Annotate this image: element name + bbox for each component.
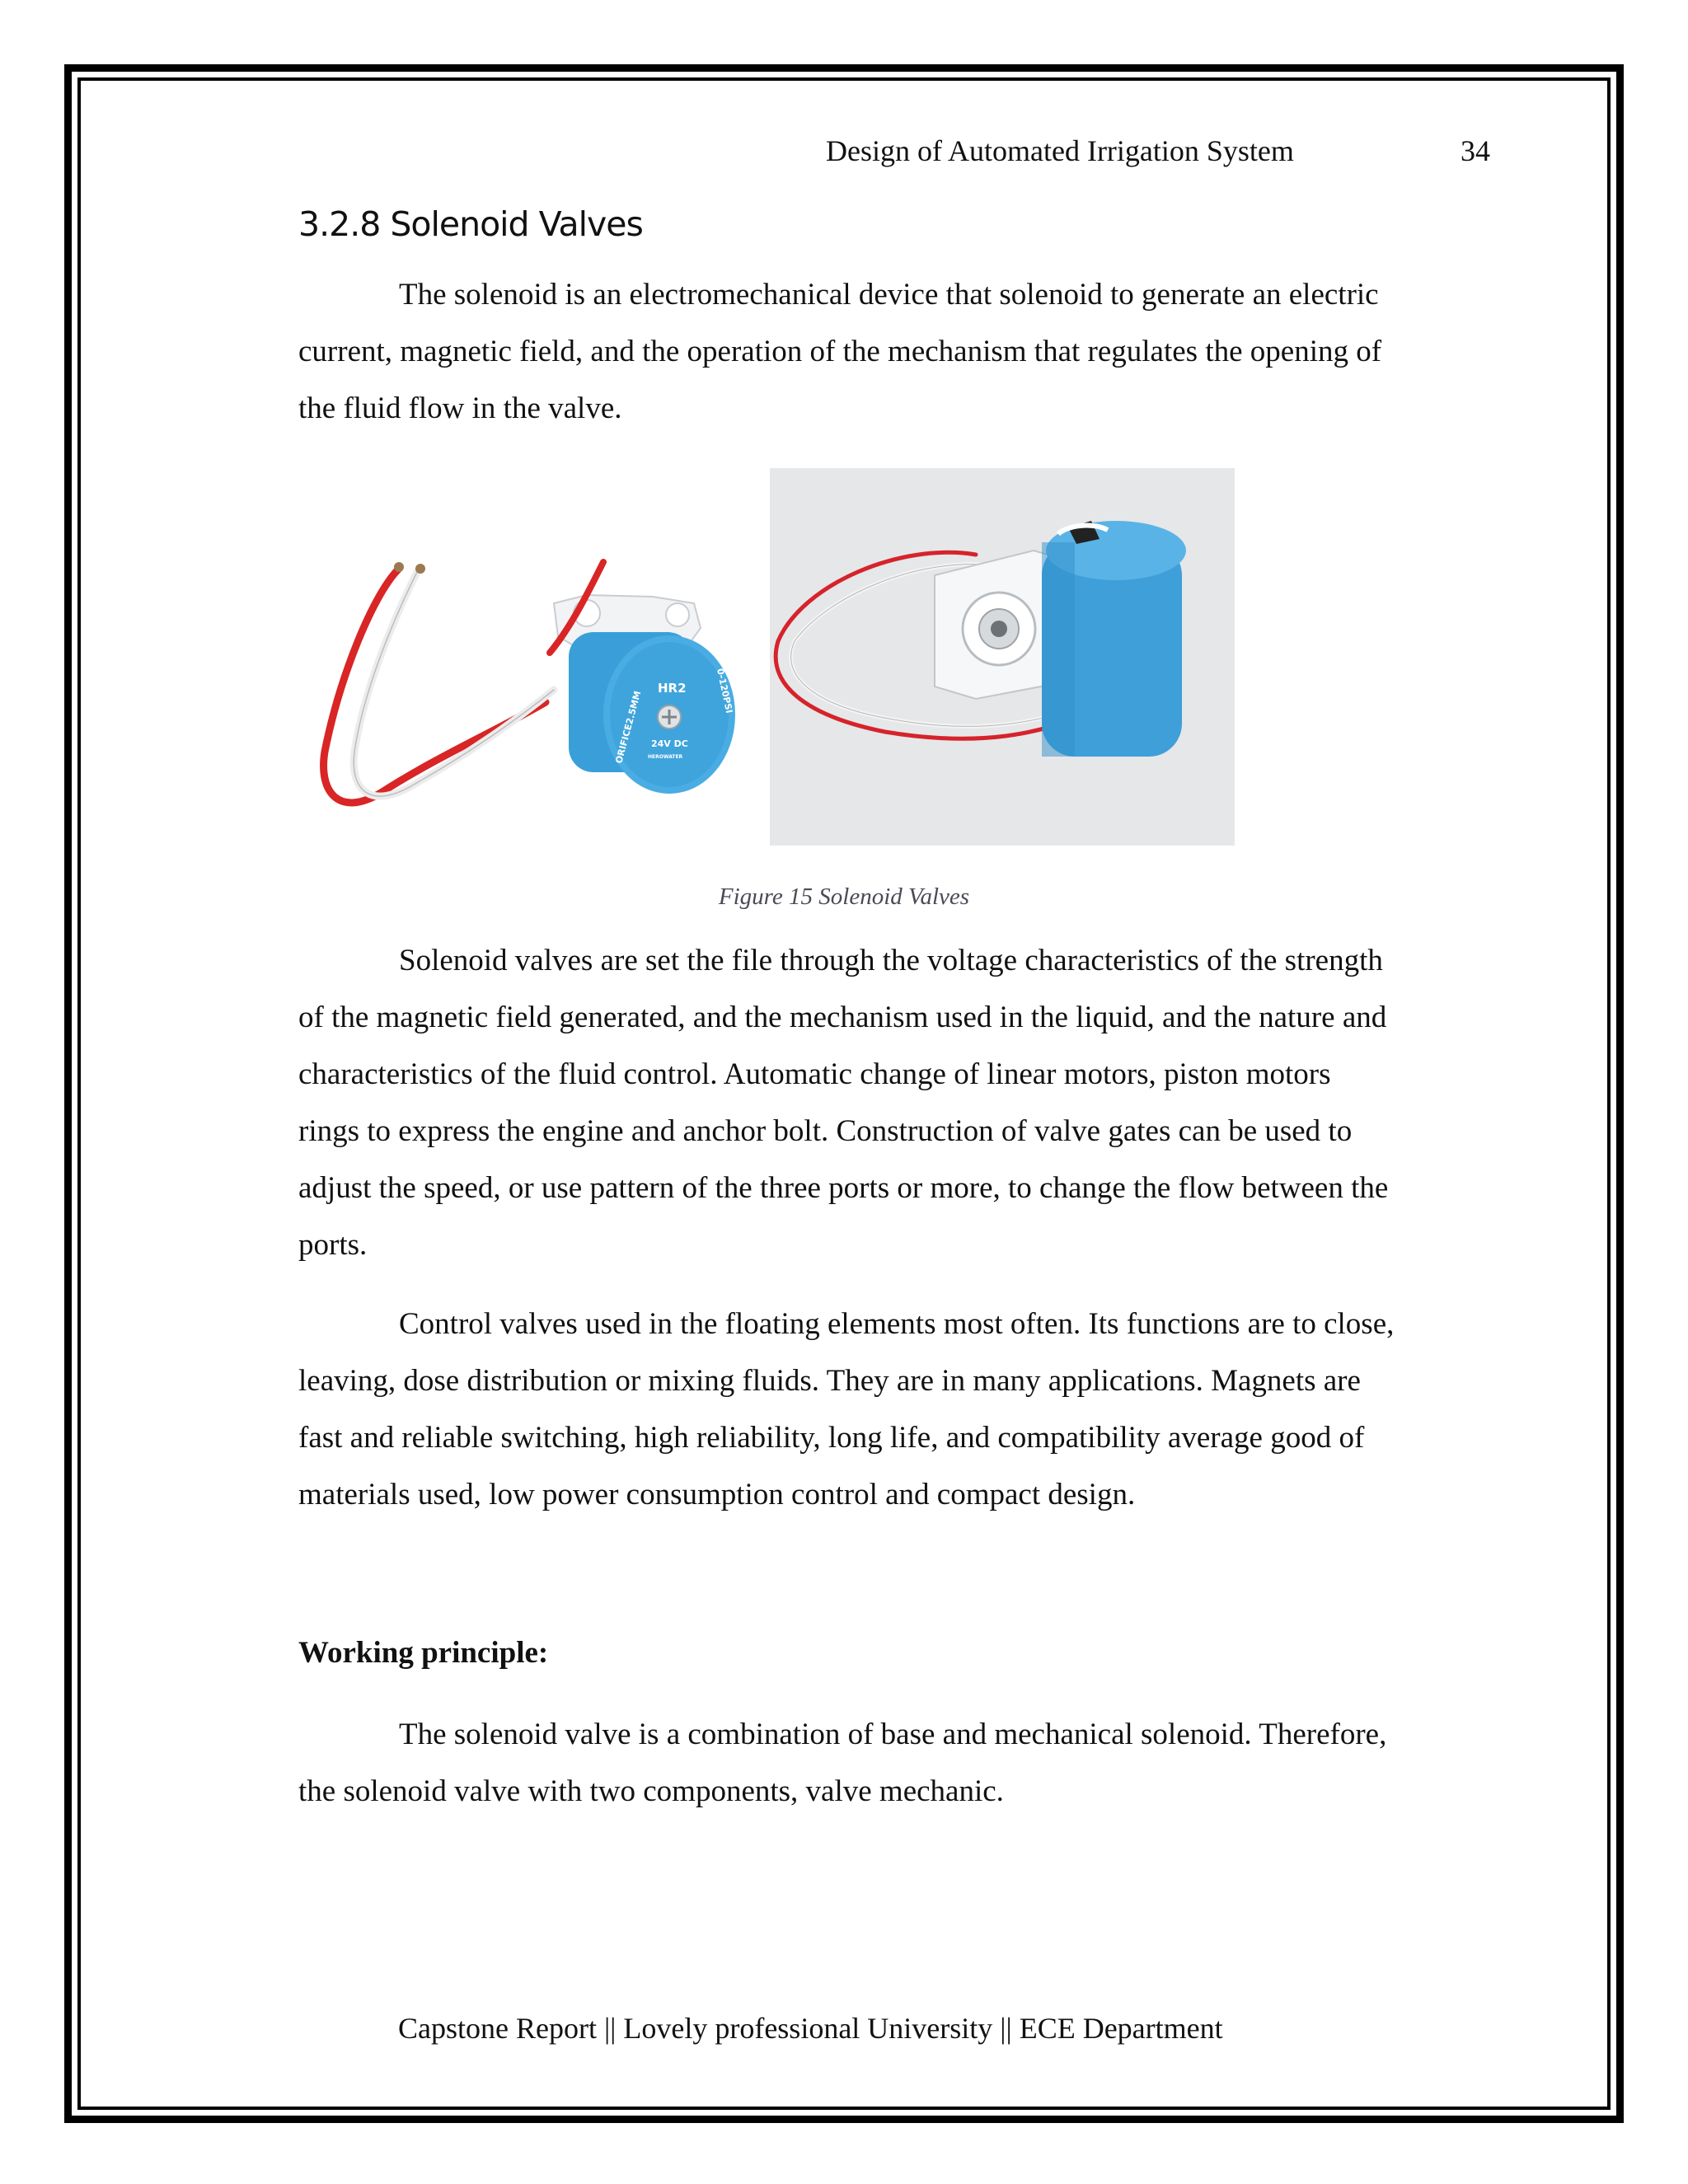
paragraph-line: current, magnetic field, and the operation of the mechanism that regulates the opening of — [298, 335, 1382, 368]
page-footer: Capstone Report || Lovely professional University || ECE Department — [398, 2012, 1223, 2045]
paragraph-line: ports. — [298, 1228, 368, 1262]
paragraph-line: of the magnetic field generated, and the mechanism used in the liquid, and the nature and — [298, 1001, 1387, 1034]
figure-caption: Figure 15 Solenoid Valves — [718, 883, 970, 910]
paragraph-line: characteristics of the fluid control. Automatic change of linear motors, piston motors — [298, 1057, 1331, 1091]
paragraph-line: The solenoid is an electromechanical device that solenoid to generate an electric — [399, 278, 1379, 312]
valve-model-label: HR2 — [658, 681, 687, 696]
solenoid-valve-photo-right — [770, 468, 1235, 846]
valve-voltage-label: 24V DC — [651, 738, 688, 749]
valve-brand-label: HEROWATER — [648, 754, 683, 760]
paragraph-line: Control valves used in the floating elements most often. Its functions are to close, — [399, 1307, 1395, 1341]
body-paragraph — [298, 1296, 1493, 1523]
solenoid-valve-photo-left — [307, 546, 768, 859]
paragraph-line: fast and reliable switching, high reliability, long life, and compatibility average good of — [298, 1421, 1365, 1455]
body-paragraph — [298, 932, 1493, 1273]
paragraph-line: The solenoid valve is a combination of base and mechanical solenoid. Therefore, — [399, 1718, 1387, 1751]
valve-orifice-label: ORIFICE2.5MM — [613, 689, 644, 765]
running-header-title: Design of Automated Irrigation System — [826, 134, 1294, 167]
body-paragraph — [298, 1706, 1493, 1820]
paragraph-line: materials used, low power consumption control and compact design. — [298, 1478, 1136, 1511]
valve-pressure-label: 0-120PSI — [715, 667, 735, 715]
section-heading: 3.2.8 Solenoid Valves — [298, 204, 643, 244]
paragraph-line: the fluid flow in the valve. — [298, 391, 622, 425]
paragraph-line: the solenoid valve with two components, valve mechanic. — [298, 1774, 1004, 1808]
working-principle-heading: Working principle: — [298, 1636, 549, 1670]
paragraph-line: adjust the speed, or use pattern of the three ports or more, to change the flow between the — [298, 1171, 1389, 1205]
paragraph-line: rings to express the engine and anchor bolt. Construction of valve gates can be used to — [298, 1114, 1353, 1148]
page-number: 34 — [1461, 134, 1490, 167]
paragraph-line: Solenoid valves are set the file through the voltage characteristics of the strength — [399, 944, 1383, 977]
paragraph-line: leaving, dose distribution or mixing fluids. They are in many applications. Magnets are — [298, 1364, 1361, 1398]
intro-paragraph — [298, 266, 1493, 437]
